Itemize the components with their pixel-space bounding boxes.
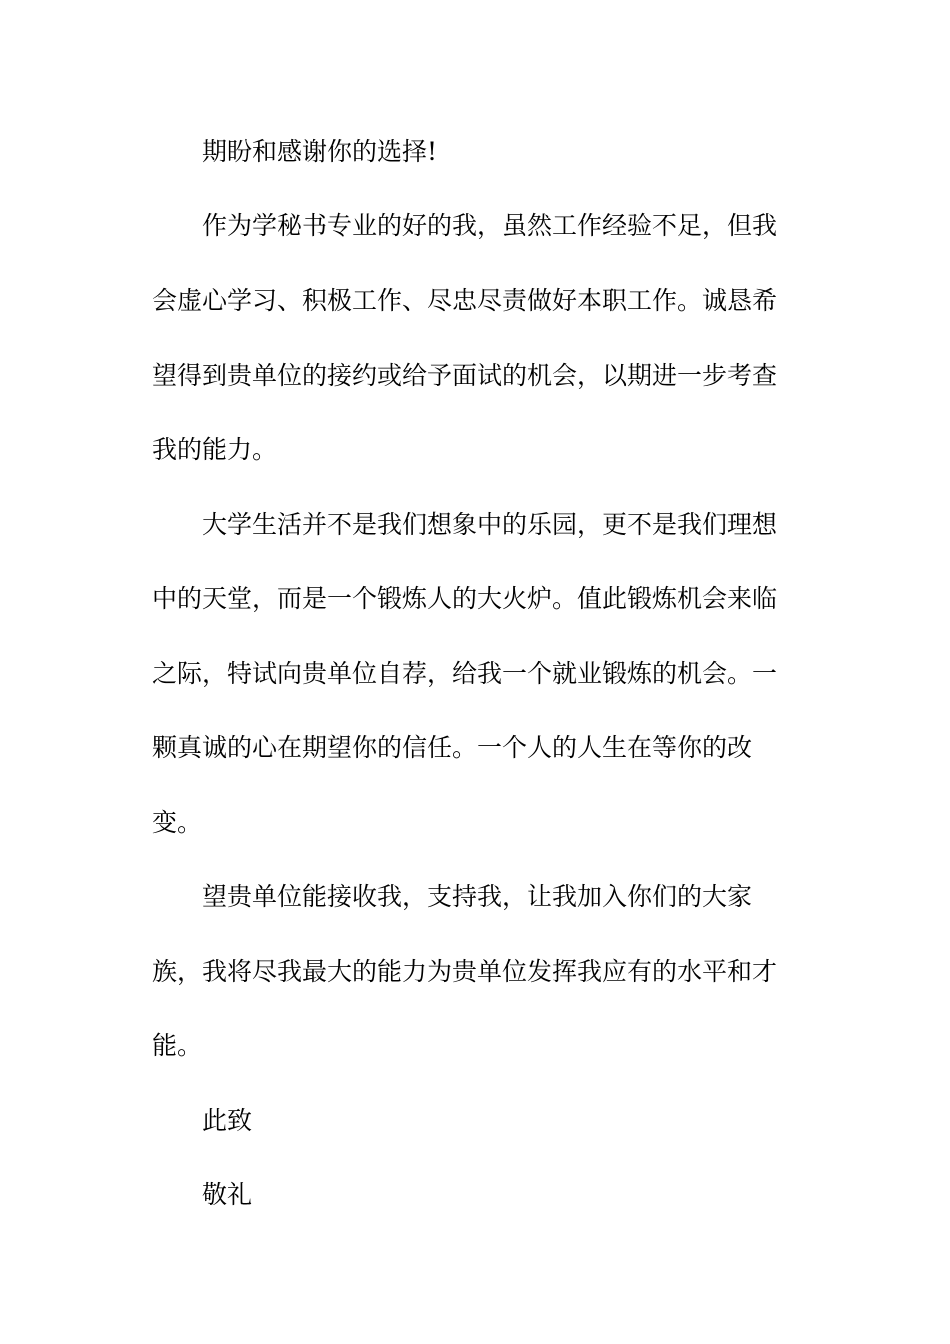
text-line: 望得到贵单位的接约或给予面试的机会，以期进一步考查 (152, 361, 778, 390)
text-line: 族，我将尽我最大的能力为贵单位发挥我应有的水平和才 (152, 957, 778, 986)
text-line: 变。 (152, 808, 203, 837)
closing-regards: 敬礼 (202, 1180, 253, 1209)
text-line: 会虚心学习、积极工作、尽忠尽责做好本职工作。诚恳希 (152, 286, 778, 315)
text-line: 颗真诚的心在期望你的信任。一个人的人生在等你的改 (152, 733, 753, 762)
text-line: 望贵单位能接收我，支持我，让我加入你们的大家 (202, 882, 753, 911)
text-line: 之际，特试向贵单位自荐，给我一个就业锻炼的机会。一 (152, 659, 778, 688)
text-line: 中的天堂，而是一个锻炼人的大火炉。值此锻炼机会来临 (152, 584, 778, 613)
text-line: 大学生活并不是我们想象中的乐园，更不是我们理想 (202, 510, 778, 539)
text-line: 能。 (152, 1031, 203, 1060)
closing-salutation: 此致 (202, 1106, 253, 1135)
text-line: 我的能力。 (152, 435, 278, 464)
text-line: 作为学秘书专业的好的我，虽然工作经验不足，但我 (202, 211, 778, 240)
text-line: 期盼和感谢你的选择! (202, 137, 438, 166)
